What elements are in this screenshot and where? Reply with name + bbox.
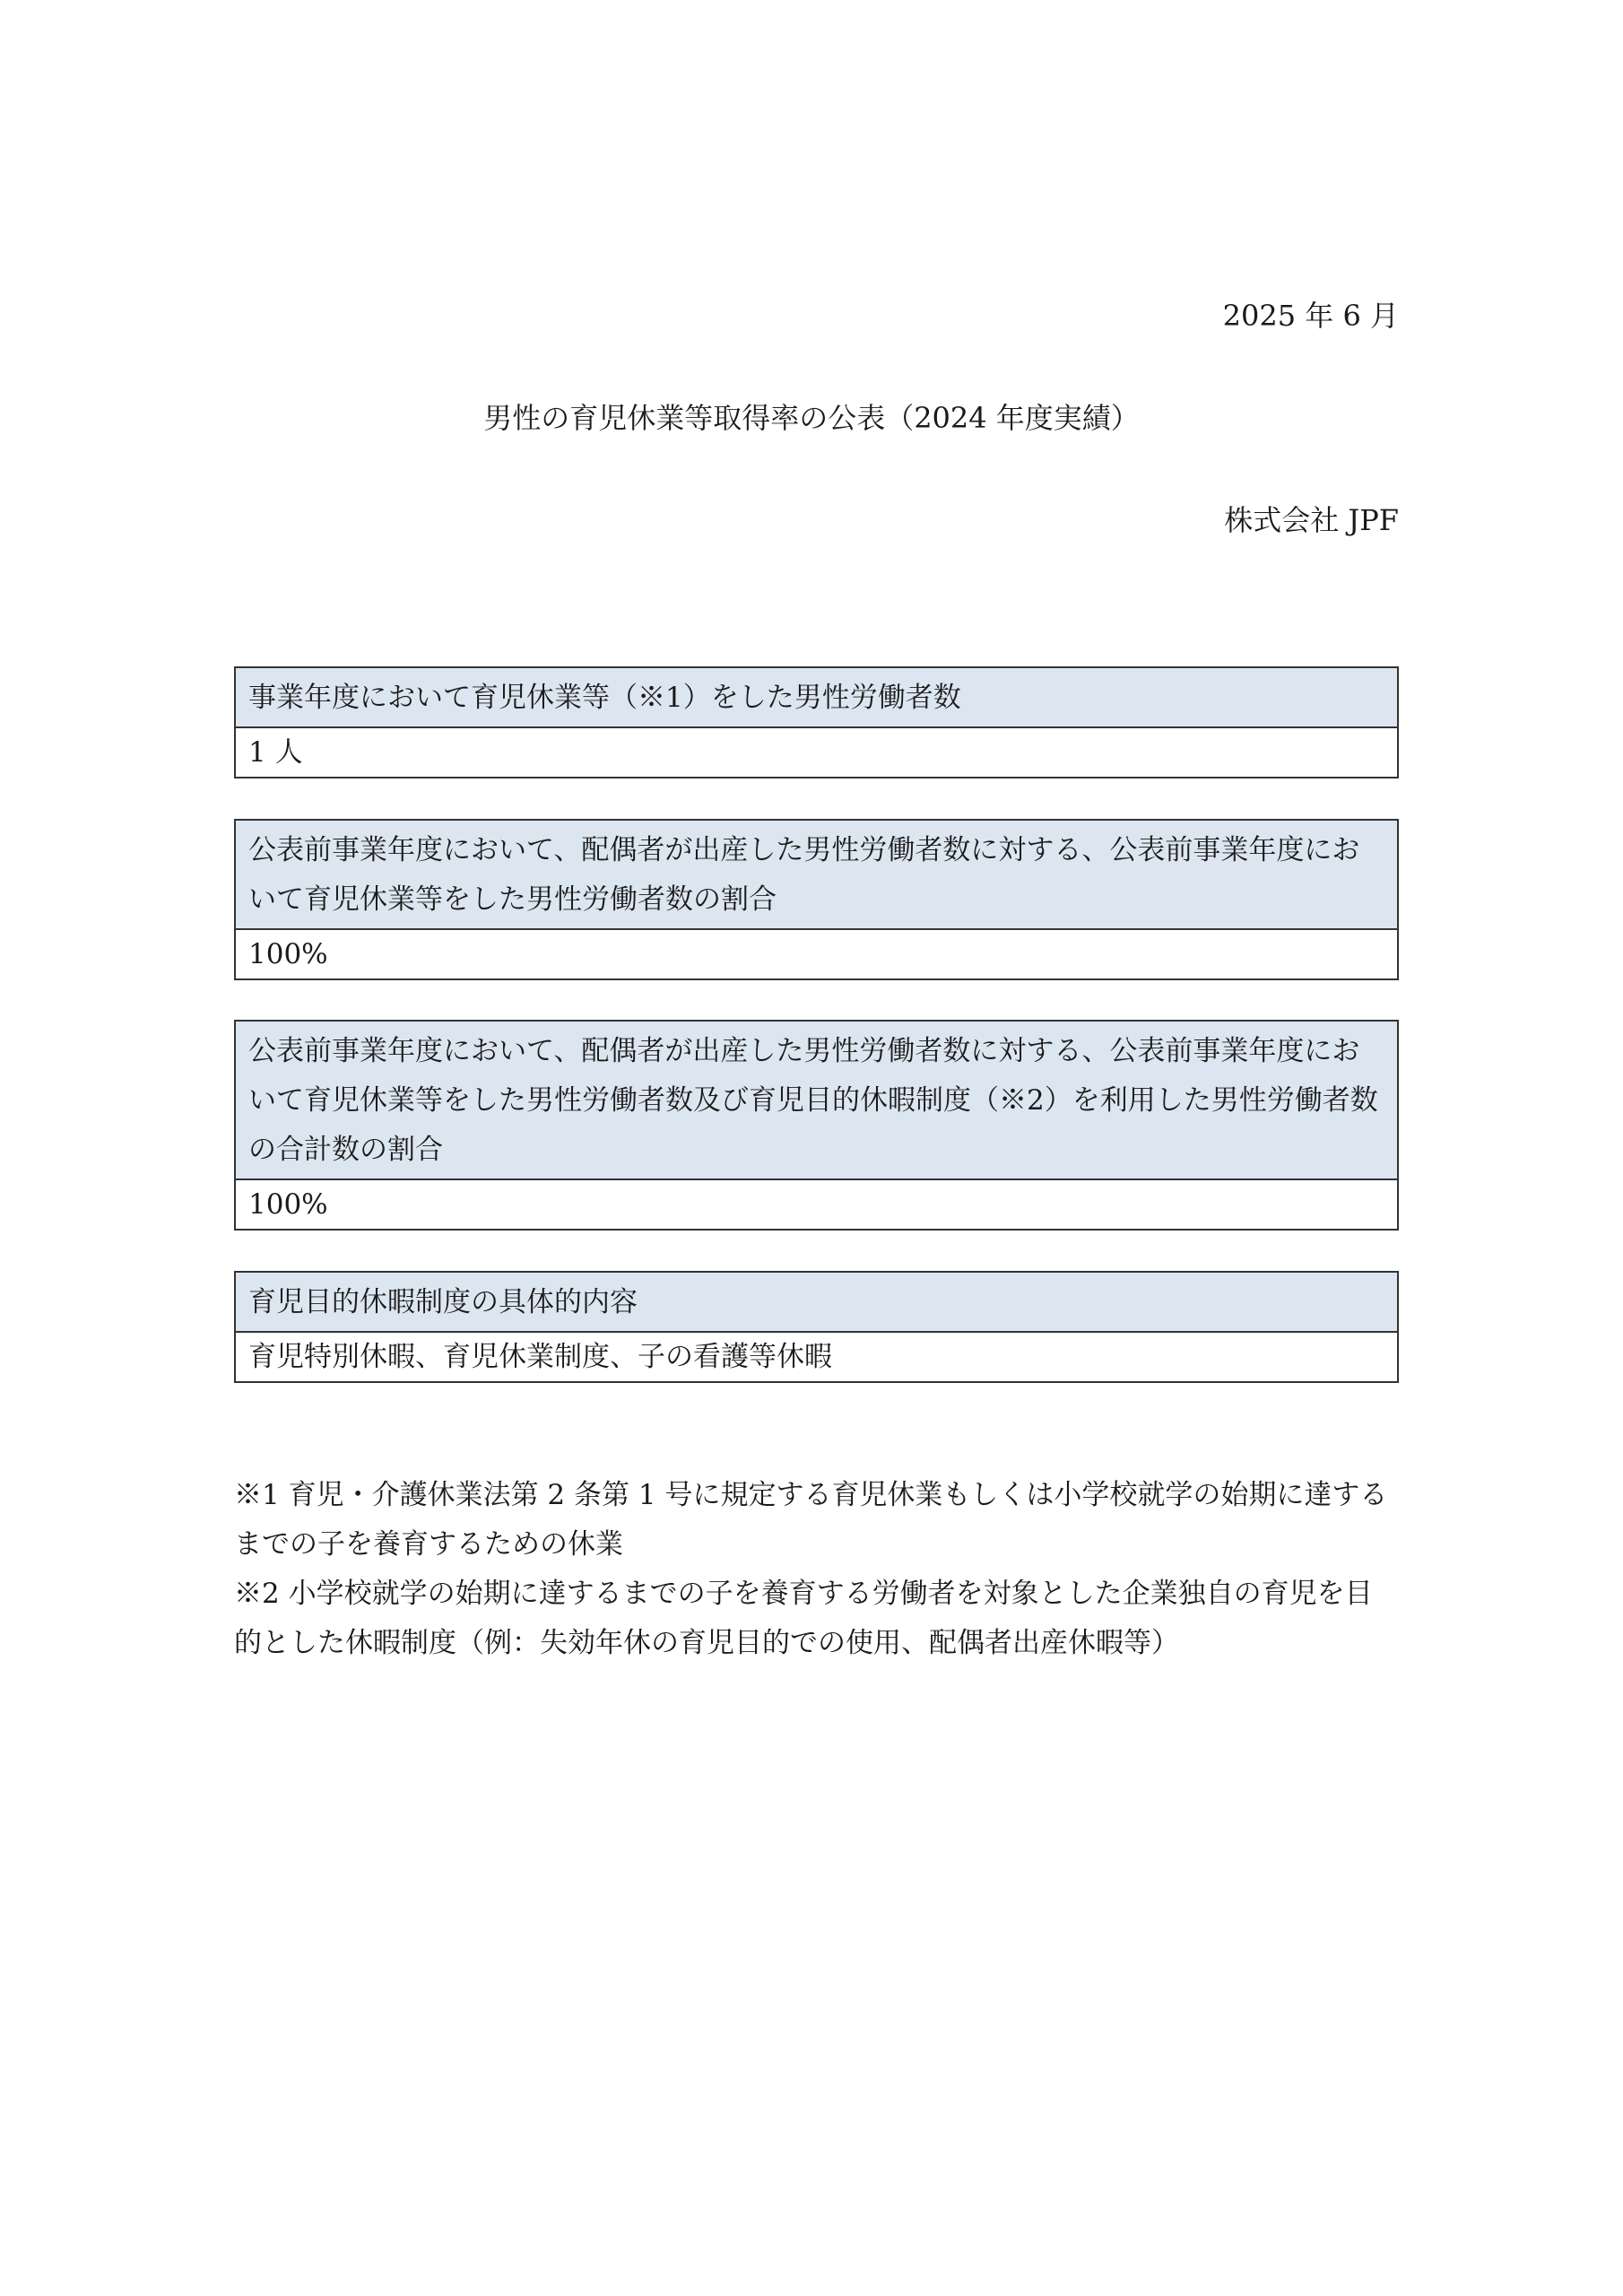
footnote-2: ※2 小学校就学の始期に達するまでの子を養育する労働者を対象とした企業独自の育児を目的とした休暇制度（例：失効年休の育児目的での使用、配偶者出産休暇等） (234, 1578, 1373, 1659)
table-childcare-leave-and-purpose-leave-rate (234, 1020, 1399, 1231)
table-value: 育児特別休暇、育児休業制度、子の看護等休暇 (236, 1333, 1397, 1381)
footnote-1: ※1 育児・介護休業法第 2 条第 1 号に規定する育児休業もしくは小学校就学の始期に達するまでの子を養育するための休業 (234, 1479, 1388, 1561)
table-value: 100% (236, 930, 1397, 978)
table-header: 育児目的休暇制度の具体的内容 (236, 1273, 1397, 1333)
table-male-childcare-leave-count (234, 666, 1399, 778)
company-name: 株式会社 JPF (1224, 503, 1399, 537)
page-title: 男性の育児休業等取得率の公表（2024 年度実績） (483, 401, 1140, 435)
table-childcare-leave-rate (234, 819, 1399, 980)
publication-date: 2025 年 6 月 (1222, 299, 1399, 333)
table-header: 公表前事業年度において、配偶者が出産した男性労働者数に対する、公表前事業年度において育児休業等をした男性労働者数及び育児目的休暇制度（※2）を利用した男性労働者数の合計数の割合 (236, 1022, 1397, 1180)
footnotes (234, 1471, 1399, 1668)
table-header: 事業年度において育児休業等（※1）をした男性労働者数 (236, 668, 1397, 728)
table-header: 公表前事業年度において、配偶者が出産した男性労働者数に対する、公表前事業年度において育児休業等をした男性労働者数の割合 (236, 821, 1397, 930)
table-value: 100% (236, 1180, 1397, 1229)
table-childcare-purpose-leave-details (234, 1271, 1399, 1383)
table-value: 1 人 (236, 728, 1397, 777)
